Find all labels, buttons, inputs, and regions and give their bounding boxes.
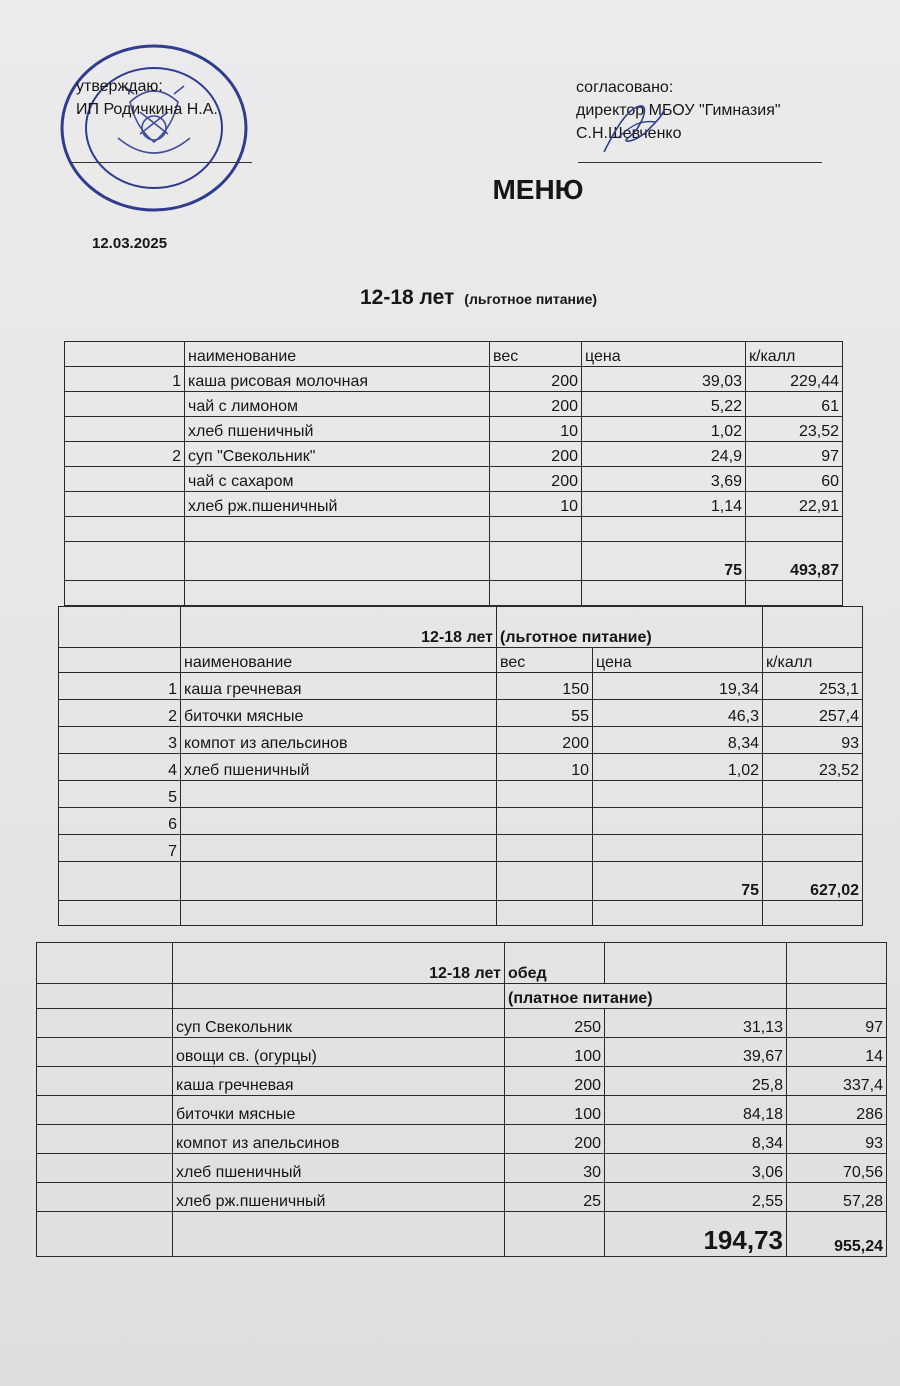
- row-number: [65, 417, 185, 442]
- agreed-signer: С.Н.Шевченко: [576, 125, 682, 142]
- total-price: 75: [582, 542, 746, 581]
- item-name: хлеб пшеничный: [181, 754, 497, 781]
- item-kcal: 14: [787, 1038, 887, 1067]
- menu-date: 12.03.2025: [92, 235, 168, 252]
- agreed-label: согласовано:: [576, 79, 674, 96]
- page-title: МЕНЮ: [492, 174, 584, 205]
- item-kcal: 257,4: [763, 700, 863, 727]
- item-weight: 10: [490, 417, 582, 442]
- item-weight: 200: [505, 1067, 605, 1096]
- item-weight: 100: [505, 1096, 605, 1125]
- item-price: 25,8: [605, 1067, 787, 1096]
- item-kcal: 60: [746, 467, 843, 492]
- item-kcal: 97: [787, 1009, 887, 1038]
- table-row: [37, 1154, 887, 1183]
- item-kcal: 253,1: [763, 673, 863, 700]
- table-row: [65, 392, 843, 417]
- item-weight: [497, 808, 593, 835]
- section3-title: 12-18 лет: [173, 943, 505, 984]
- table-row: [65, 417, 843, 442]
- item-weight: 250: [505, 1009, 605, 1038]
- item-price: 8,34: [593, 727, 763, 754]
- row-number: 4: [59, 754, 181, 781]
- table-row: [65, 517, 843, 542]
- table-row: [37, 1183, 887, 1212]
- table-row: [59, 700, 863, 727]
- total-row: [65, 542, 843, 581]
- row-number: [65, 467, 185, 492]
- signature-icon: [598, 98, 668, 160]
- col-header-weight: вес: [497, 648, 593, 673]
- table-row: [65, 467, 843, 492]
- total-kcal: 627,02: [763, 862, 863, 901]
- total-price: 75: [593, 862, 763, 901]
- col-header-price: цена: [593, 648, 763, 673]
- item-price: [593, 835, 763, 862]
- table-row: [65, 581, 843, 606]
- item-name: каша гречневая: [181, 673, 497, 700]
- item-weight: 150: [497, 673, 593, 700]
- agreed-signature-line: [578, 162, 822, 163]
- item-name: каша гречневая: [173, 1067, 505, 1096]
- table-row: [59, 673, 863, 700]
- item-kcal: 57,28: [787, 1183, 887, 1212]
- table-row: [37, 1125, 887, 1154]
- table-row: [59, 727, 863, 754]
- item-name: суп Свекольник: [173, 1009, 505, 1038]
- section1-title: 12-18 лет: [360, 286, 455, 309]
- menu-table-1: [64, 341, 843, 606]
- item-kcal: 70,56: [787, 1154, 887, 1183]
- table-row: [37, 1009, 887, 1038]
- item-price: 1,14: [582, 492, 746, 517]
- item-name: овощи св. (огурцы): [173, 1038, 505, 1067]
- row-number: [37, 1067, 173, 1096]
- table-row: [59, 754, 863, 781]
- row-number: [65, 392, 185, 417]
- item-weight: 55: [497, 700, 593, 727]
- item-price: 24,9: [582, 442, 746, 467]
- item-price: 2,55: [605, 1183, 787, 1212]
- item-kcal: 93: [787, 1125, 887, 1154]
- section3-subtitle: (платное питание): [505, 984, 787, 1009]
- item-name: [181, 781, 497, 808]
- item-weight: 10: [490, 492, 582, 517]
- item-kcal: [763, 808, 863, 835]
- item-price: 39,67: [605, 1038, 787, 1067]
- item-kcal: 23,52: [763, 754, 863, 781]
- section2-title: 12-18 лет: [181, 607, 497, 648]
- item-kcal: [763, 835, 863, 862]
- item-kcal: 286: [787, 1096, 887, 1125]
- row-number: [37, 1125, 173, 1154]
- table-row: [59, 901, 863, 926]
- item-price: 1,02: [582, 417, 746, 442]
- section2-heading-row: [59, 607, 863, 648]
- total-kcal: 493,87: [746, 542, 843, 581]
- item-name: чай с лимоном: [185, 392, 490, 417]
- item-kcal: 337,4: [787, 1067, 887, 1096]
- item-weight: 200: [490, 392, 582, 417]
- item-weight: [497, 835, 593, 862]
- section1-subtitle: (льготное питание): [464, 291, 598, 307]
- menu-table-2: [58, 606, 863, 926]
- item-weight: [497, 781, 593, 808]
- total-row: [37, 1212, 887, 1257]
- item-price: 19,34: [593, 673, 763, 700]
- item-weight: 200: [497, 727, 593, 754]
- row-number: [37, 1183, 173, 1212]
- table-row: [59, 835, 863, 862]
- item-name: биточки мясные: [173, 1096, 505, 1125]
- row-number: 3: [59, 727, 181, 754]
- item-name: [181, 835, 497, 862]
- col-header-kcal: к/калл: [763, 648, 863, 673]
- col-header-name: наименование: [181, 648, 497, 673]
- item-name: суп "Свекольник": [185, 442, 490, 467]
- item-name: хлеб рж.пшеничный: [173, 1183, 505, 1212]
- item-kcal: 229,44: [746, 367, 843, 392]
- row-number: 2: [65, 442, 185, 467]
- item-name: [181, 808, 497, 835]
- total-row: [59, 862, 863, 901]
- table-header-row: [59, 648, 863, 673]
- item-kcal: 61: [746, 392, 843, 417]
- item-name: компот из апельсинов: [181, 727, 497, 754]
- section2-subtitle: (льготное питание): [497, 607, 763, 648]
- item-name: хлеб рж.пшеничный: [185, 492, 490, 517]
- table-header-row: [65, 342, 843, 367]
- agreed-position: директор МБОУ "Гимназия": [576, 102, 781, 119]
- item-weight: 25: [505, 1183, 605, 1212]
- col-header-weight: вес: [490, 342, 582, 367]
- row-number: 1: [65, 367, 185, 392]
- item-price: [593, 808, 763, 835]
- table-row: [37, 1096, 887, 1125]
- col-header-price: цена: [582, 342, 746, 367]
- section1-heading: [360, 286, 597, 310]
- item-name: каша рисовая молочная: [185, 367, 490, 392]
- item-name: биточки мясные: [181, 700, 497, 727]
- total-kcal: 955,24: [787, 1212, 887, 1257]
- row-number: 1: [59, 673, 181, 700]
- menu-table-3: [36, 942, 887, 1257]
- item-price: 46,3: [593, 700, 763, 727]
- table-row: [37, 1038, 887, 1067]
- item-name: чай с сахаром: [185, 467, 490, 492]
- row-number: [65, 492, 185, 517]
- item-weight: 100: [505, 1038, 605, 1067]
- item-weight: 200: [490, 442, 582, 467]
- item-weight: 200: [505, 1125, 605, 1154]
- item-price: 3,69: [582, 467, 746, 492]
- row-number: [37, 1009, 173, 1038]
- item-weight: 200: [490, 367, 582, 392]
- row-number: 5: [59, 781, 181, 808]
- item-kcal: 93: [763, 727, 863, 754]
- col-header-name: наименование: [185, 342, 490, 367]
- row-number: [37, 1154, 173, 1183]
- item-price: 8,34: [605, 1125, 787, 1154]
- table-row: [59, 781, 863, 808]
- total-price: 194,73: [605, 1212, 787, 1257]
- table-row: [37, 1067, 887, 1096]
- row-number: 7: [59, 835, 181, 862]
- item-kcal: 22,91: [746, 492, 843, 517]
- approve-signer: ИП Родичкина Н.А.: [76, 101, 218, 118]
- item-price: 84,18: [605, 1096, 787, 1125]
- item-weight: 30: [505, 1154, 605, 1183]
- section3-subtitle-row: [37, 984, 887, 1009]
- section3-label: обед: [505, 943, 605, 984]
- item-name: хлеб пшеничный: [173, 1154, 505, 1183]
- table-row: [65, 367, 843, 392]
- item-price: 1,02: [593, 754, 763, 781]
- item-name: компот из апельсинов: [173, 1125, 505, 1154]
- item-weight: 10: [497, 754, 593, 781]
- item-kcal: 23,52: [746, 417, 843, 442]
- section3-heading-row: [37, 943, 887, 984]
- item-name: хлеб пшеничный: [185, 417, 490, 442]
- table-row: [65, 492, 843, 517]
- table-row: [59, 808, 863, 835]
- item-price: 5,22: [582, 392, 746, 417]
- item-price: 3,06: [605, 1154, 787, 1183]
- item-weight: 200: [490, 467, 582, 492]
- item-price: 31,13: [605, 1009, 787, 1038]
- row-number: [37, 1096, 173, 1125]
- approve-signature-line: [70, 162, 252, 163]
- item-price: [593, 781, 763, 808]
- col-header-kcal: к/калл: [746, 342, 843, 367]
- row-number: 6: [59, 808, 181, 835]
- item-price: 39,03: [582, 367, 746, 392]
- row-number: [37, 1038, 173, 1067]
- row-number: 2: [59, 700, 181, 727]
- item-kcal: [763, 781, 863, 808]
- item-kcal: 97: [746, 442, 843, 467]
- table-row: [65, 442, 843, 467]
- approve-label: утверждаю:: [76, 78, 163, 95]
